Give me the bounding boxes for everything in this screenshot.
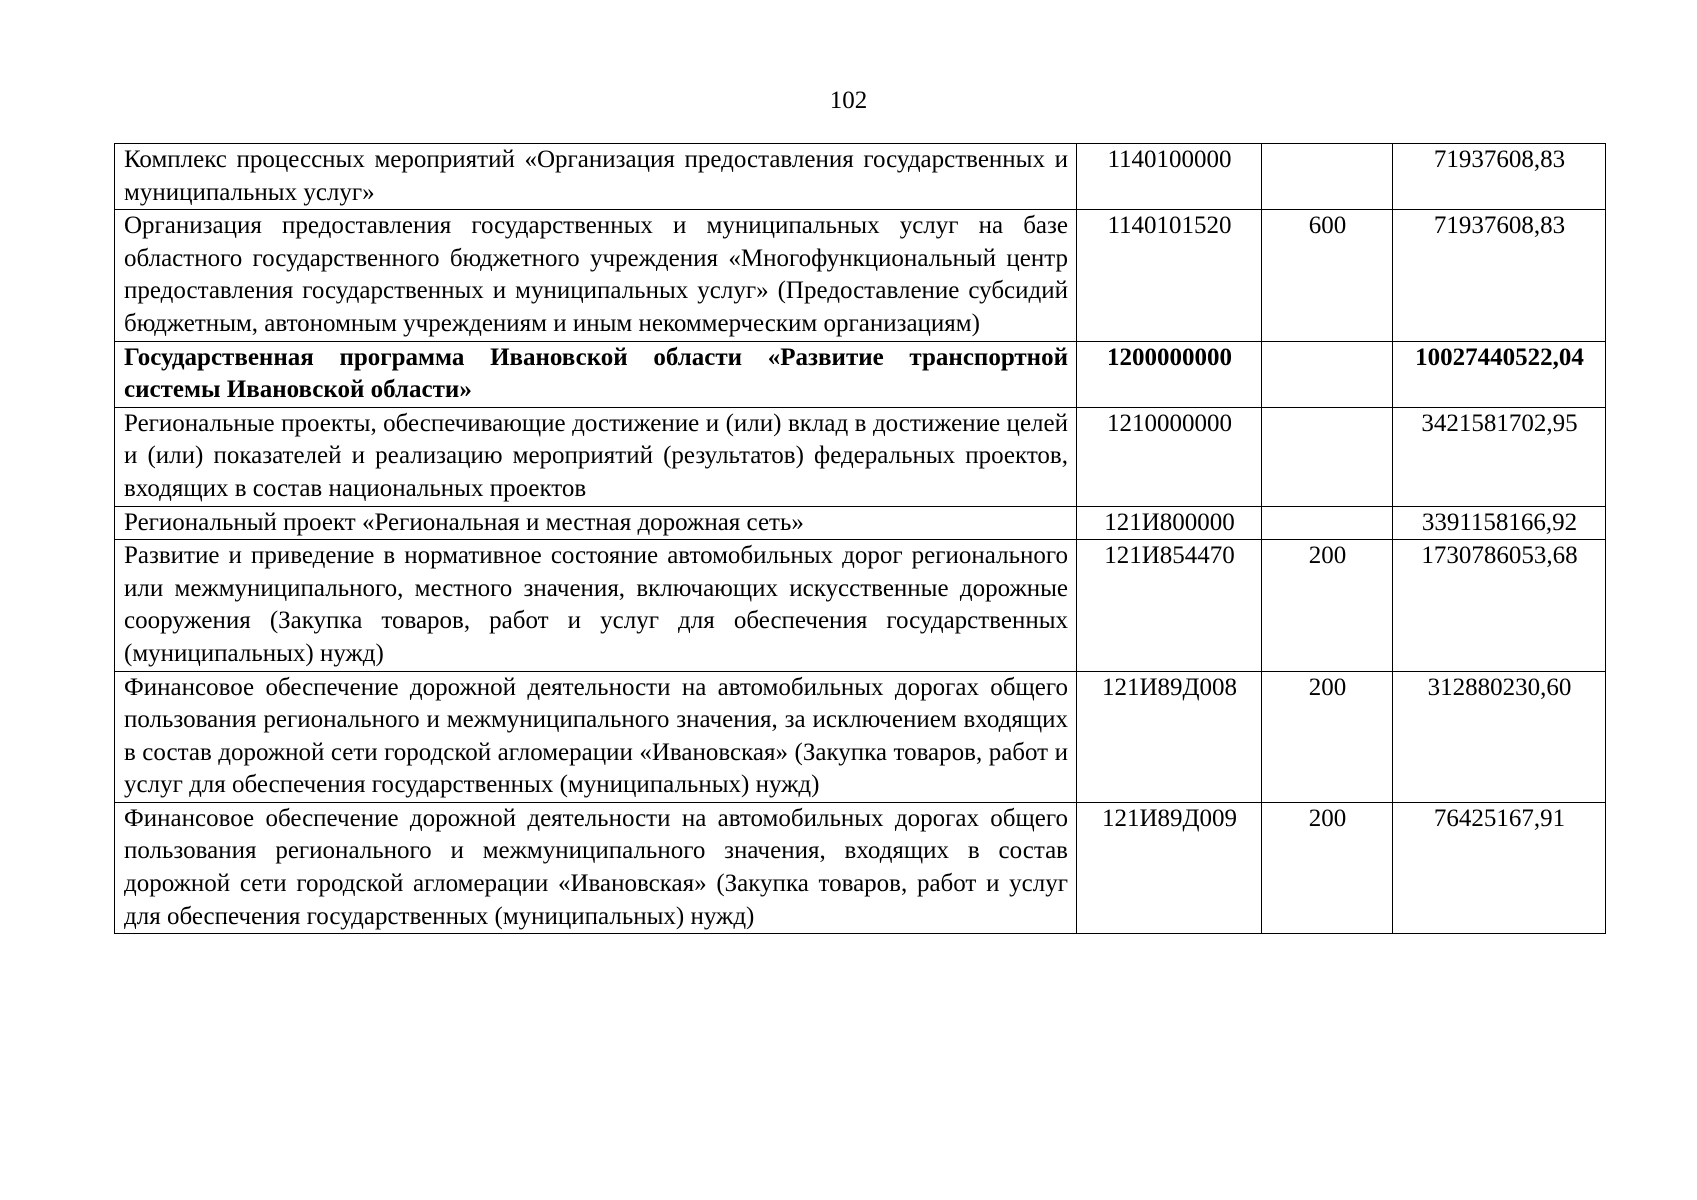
expense-type-cell: 200 [1262, 802, 1393, 933]
table-row [115, 210, 1606, 341]
table-row [115, 506, 1606, 540]
expense-name-cell: Комплекс процессных мероприятий «Организация предоставления государственных и муниципальных услуг» [115, 144, 1077, 210]
target-code-cell: 1200000000 [1077, 341, 1262, 407]
page-number: 102 [829, 87, 868, 114]
expense-name-cell: Организация предоставления государственных и муниципальных услуг на базе областного государственного бюджетного учреждения «Многофункциональный центр предоставления государственных и муниципальных услуг» (Предоставление субсидий бюджетным, автономным учреждениям и иным некоммерческим организациям) [115, 210, 1077, 341]
target-code-cell: 121И89Д008 [1077, 671, 1262, 802]
expense-type-cell [1262, 506, 1393, 540]
target-code-cell: 1140101520 [1077, 210, 1262, 341]
amount-cell: 71937608,83 [1393, 210, 1606, 341]
table-row [115, 671, 1606, 802]
table-row [115, 540, 1606, 671]
expense-name-cell: Государственная программа Ивановской области «Развитие транспортной системы Ивановской области» [115, 341, 1077, 407]
expense-type-cell: 600 [1262, 210, 1393, 341]
expense-name-cell: Финансовое обеспечение дорожной деятельности на автомобильных дорогах общего пользования регионального и межмуниципального значения, за исключением входящих в состав дорожной сети городской агломерации «Ивановская» (Закупка товаров, работ и услуг для обеспечения государственных (муниципальных) нужд) [115, 671, 1077, 802]
expense-name-cell: Финансовое обеспечение дорожной деятельности на автомобильных дорогах общего пользования регионального и межмуниципального значения, входящих в состав дорожной сети городской агломерации «Ивановская» (Закупка товаров, работ и услуг для обеспечения государственных (муниципальных) нужд) [115, 802, 1077, 933]
table-row [115, 802, 1606, 933]
amount-cell: 10027440522,04 [1393, 341, 1606, 407]
amount-cell: 3391158166,92 [1393, 506, 1606, 540]
expense-type-cell: 200 [1262, 671, 1393, 802]
amount-cell: 76425167,91 [1393, 802, 1606, 933]
table-row [115, 341, 1606, 407]
table-row [115, 144, 1606, 210]
amount-cell: 3421581702,95 [1393, 407, 1606, 506]
expense-name-cell: Развитие и приведение в нормативное состояние автомобильных дорог регионального или межмуниципального, местного значения, включающих искусственные дорожные сооружения (Закупка товаров, работ и услуг для обеспечения государственных (муниципальных) нужд) [115, 540, 1077, 671]
target-code-cell: 121И89Д009 [1077, 802, 1262, 933]
expense-type-cell: 200 [1262, 540, 1393, 671]
amount-cell: 312880230,60 [1393, 671, 1606, 802]
expense-type-cell [1262, 341, 1393, 407]
expense-type-cell [1262, 144, 1393, 210]
table-row [115, 407, 1606, 506]
target-code-cell: 1140100000 [1077, 144, 1262, 210]
target-code-cell: 121И800000 [1077, 506, 1262, 540]
budget-table [114, 143, 1606, 934]
amount-cell: 71937608,83 [1393, 144, 1606, 210]
expense-name-cell: Региональные проекты, обеспечивающие достижение и (или) вклад в достижение целей и (или) показателей и реализацию мероприятий (результатов) федеральных проектов, входящих в состав национальных проектов [115, 407, 1077, 506]
target-code-cell: 1210000000 [1077, 407, 1262, 506]
target-code-cell: 121И854470 [1077, 540, 1262, 671]
budget-table-body [115, 144, 1606, 934]
expense-name-cell: Региональный проект «Региональная и местная дорожная сеть» [115, 506, 1077, 540]
amount-cell: 1730786053,68 [1393, 540, 1606, 671]
expense-type-cell [1262, 407, 1393, 506]
